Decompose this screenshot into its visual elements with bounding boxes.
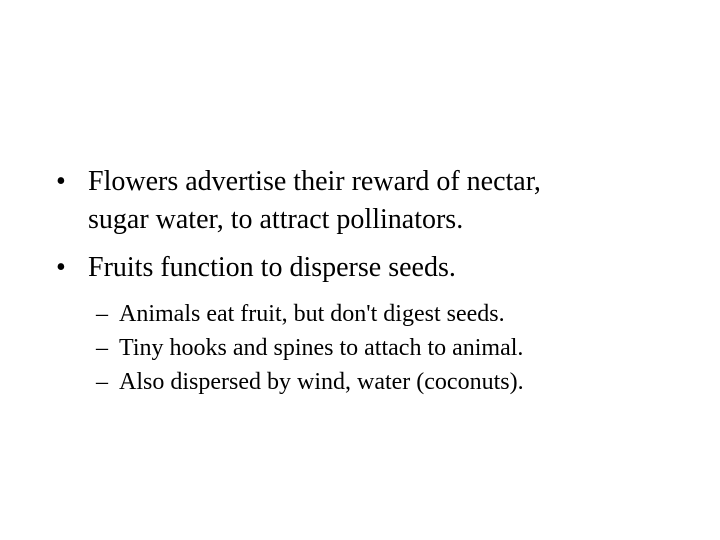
bullet-text: Fruits function to disperse seeds. xyxy=(88,252,456,283)
sub-bullet-marker: – xyxy=(96,335,108,361)
sub-bullet-animals xyxy=(56,297,696,331)
sub-bullet-text: Animals eat fruit, but don't digest seeds. xyxy=(119,301,505,327)
bullet-marker: • xyxy=(56,166,66,197)
bullet-fruits xyxy=(56,249,696,287)
bullet-flowers xyxy=(56,163,696,239)
bullet-marker: • xyxy=(56,252,66,283)
sub-bullet-hooks xyxy=(56,331,696,365)
sub-bullet-list xyxy=(56,297,696,399)
sub-bullet-marker: – xyxy=(96,369,108,395)
slide-content xyxy=(56,163,696,399)
sub-bullet-wind-water xyxy=(56,365,696,399)
sub-bullet-text: Tiny hooks and spines to attach to animal. xyxy=(119,335,524,361)
sub-bullet-marker: – xyxy=(96,301,108,327)
bullet-text-line-1: Flowers advertise their reward of nectar, xyxy=(88,166,541,197)
bullet-text-line-2: sugar water, to attract pollinators. xyxy=(88,204,464,235)
sub-bullet-text: Also dispersed by wind, water (coconuts). xyxy=(119,369,524,395)
